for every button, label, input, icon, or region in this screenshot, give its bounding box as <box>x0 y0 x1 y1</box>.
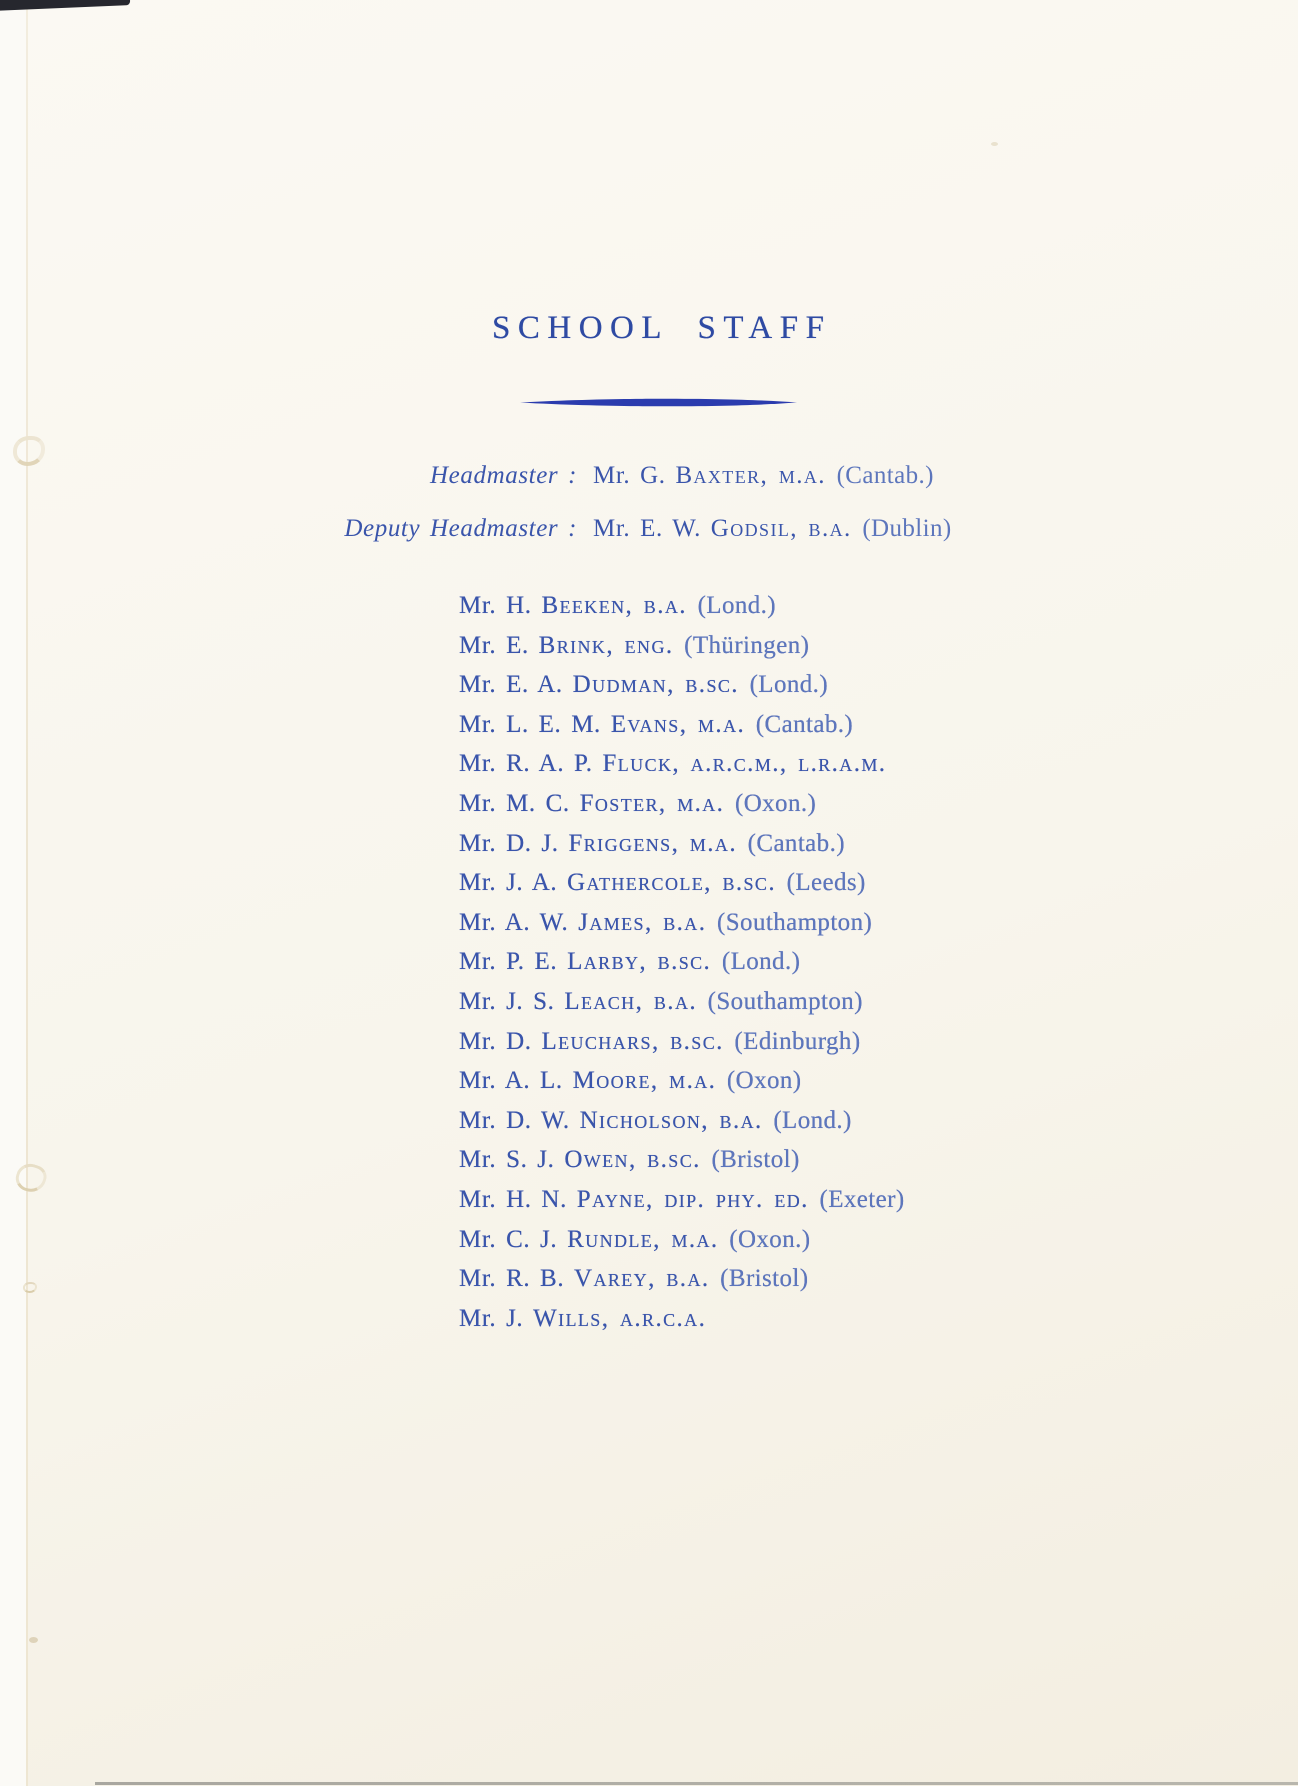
qualifications: , b.sc. <box>704 869 787 897</box>
place: (Southampton) <box>717 908 873 936</box>
name-prefix: Mr. H. <box>459 592 542 619</box>
role-name <box>593 515 952 568</box>
surname: Fluck <box>602 750 673 778</box>
qualifications: , m.a. <box>760 462 837 489</box>
place: (Cantab.) <box>755 710 854 738</box>
place: (Exeter) <box>819 1185 905 1213</box>
place: (Leeds) <box>786 869 866 897</box>
qualifications: , b.a. <box>635 987 708 1015</box>
staff-list <box>459 586 905 1338</box>
name-prefix: Mr. A. L. <box>459 1067 573 1095</box>
staff-entry <box>459 942 905 982</box>
surname: Gathercole <box>567 869 705 897</box>
binding-crease <box>26 0 28 1786</box>
name-prefix: Mr. R. B. <box>459 1265 575 1293</box>
staff-entry <box>459 784 905 824</box>
staff-entry <box>459 1061 905 1101</box>
place: (Southampton) <box>707 987 863 1015</box>
qualifications: , b.a. <box>701 1106 774 1134</box>
name-prefix: Mr. E. <box>459 631 539 659</box>
surname: Rundle <box>567 1225 654 1253</box>
qualifications: , b.a. <box>790 515 863 542</box>
staff-entry <box>459 863 905 903</box>
qualifications: , m.a. <box>671 829 748 857</box>
divider-rule <box>520 398 797 407</box>
qualifications: , b.a. <box>648 1265 721 1293</box>
qualifications: , b.sc. <box>667 671 750 699</box>
qualifications: , a.r.c.a. <box>601 1304 707 1332</box>
surname: Nicholson <box>579 1106 702 1134</box>
place: (Edinburgh) <box>734 1027 861 1055</box>
qualifications: , b.a. <box>644 908 718 936</box>
qualifications: , b.sc. <box>628 1146 712 1174</box>
staff-entry <box>459 1299 905 1339</box>
page-title: SCHOOL STAFF <box>492 310 832 346</box>
surname: Dudman <box>572 671 668 699</box>
name-prefix: Mr. J. <box>459 1304 534 1332</box>
surname: Moore <box>572 1067 651 1095</box>
role-label: Headmaster : <box>430 462 577 489</box>
name-prefix: Mr. P. E. <box>459 948 568 976</box>
name-prefix: Mr. D. <box>459 1027 542 1055</box>
surname: Brink <box>538 631 607 659</box>
name-prefix: Mr. J. A. <box>459 869 568 897</box>
role-name <box>593 462 934 515</box>
surname: Baxter <box>675 462 761 489</box>
name-prefix: Mr. J. S. <box>459 987 565 1015</box>
surname: Foster <box>579 789 659 817</box>
role-line <box>330 462 952 515</box>
qualifications: , b.sc. <box>651 1027 735 1055</box>
place: (Lond.) <box>697 592 777 619</box>
surname: James <box>578 908 645 936</box>
surname: Wills <box>533 1304 602 1332</box>
role-label: Deputy Headmaster : <box>344 515 577 542</box>
name-prefix: Mr. C. J. <box>459 1225 568 1253</box>
place: (Bristol) <box>711 1146 800 1174</box>
name-prefix: Mr. E. W. <box>593 515 711 542</box>
scan-artifact-top-edge <box>0 0 130 11</box>
name-prefix: Mr. A. W. <box>459 908 579 936</box>
staff-entry <box>459 744 905 784</box>
place: (Lond.) <box>721 948 801 976</box>
place: (Dublin) <box>862 515 952 542</box>
surname: Friggens <box>568 829 672 857</box>
place: (Cantab.) <box>747 829 845 857</box>
qualifications: , a.r.c.m., l.r.a.m. <box>672 750 887 778</box>
name-prefix: Mr. S. J. <box>459 1146 565 1174</box>
staff-entry <box>459 626 905 666</box>
place: (Oxon.) <box>734 789 817 817</box>
name-prefix: Mr. R. A. P. <box>459 750 603 778</box>
scan-artifact-binding-knot <box>13 436 45 466</box>
role-line <box>330 515 952 568</box>
place: (Cantab.) <box>836 462 934 489</box>
qualifications: , m.a. <box>653 1225 730 1253</box>
staff-entry <box>459 1022 905 1062</box>
place: (Lond.) <box>749 671 829 699</box>
staff-entry <box>459 824 905 864</box>
surname: Leach <box>564 987 636 1015</box>
qualifications: , b.a. <box>625 592 698 619</box>
staff-entry <box>459 1259 905 1299</box>
staff-entry <box>459 1140 905 1180</box>
name-prefix: Mr. G. <box>593 462 676 489</box>
qualifications: , b.sc. <box>639 948 722 976</box>
place: (Oxon) <box>726 1067 802 1095</box>
name-prefix: Mr. E. A. <box>459 671 573 699</box>
surname: Varey <box>574 1265 649 1293</box>
role-lines <box>330 462 952 568</box>
scan-artifact-speck <box>991 142 998 146</box>
place: (Lond.) <box>773 1106 852 1134</box>
qualifications: , m.a. <box>658 789 735 817</box>
surname: Leuchars <box>541 1027 652 1055</box>
staff-entry <box>459 982 905 1022</box>
qualifications: , eng. <box>606 631 685 659</box>
place: (Bristol) <box>720 1265 809 1293</box>
page-edge-strip <box>0 0 26 1786</box>
surname: Godsil <box>710 515 791 542</box>
place: (Thüringen) <box>684 631 810 659</box>
staff-entry <box>459 665 905 705</box>
surname: Larby <box>567 948 640 976</box>
name-prefix: Mr. H. N. <box>459 1185 577 1213</box>
scan-artifact-bottom-edge <box>95 1782 1298 1785</box>
name-prefix: Mr. M. C. <box>459 789 580 817</box>
place: (Oxon.) <box>729 1225 811 1253</box>
surname: Payne <box>576 1185 647 1213</box>
name-prefix: Mr. D. J. <box>459 829 569 857</box>
staff-entry <box>459 903 905 943</box>
qualifications: , m.a. <box>650 1067 727 1095</box>
scan-artifact-speck <box>29 1637 38 1643</box>
scan-artifact-binding-knot <box>23 1282 37 1293</box>
staff-entry <box>459 1101 905 1141</box>
name-prefix: Mr. D. W. <box>459 1106 580 1134</box>
staff-entry <box>459 705 905 745</box>
qualifications: , dip. phy. ed. <box>646 1185 820 1213</box>
staff-entry <box>459 1180 905 1220</box>
name-prefix: Mr. L. E. M. <box>459 710 611 738</box>
surname: Owen <box>564 1146 629 1174</box>
surname: Beeken <box>541 592 626 619</box>
staff-entry <box>459 586 905 626</box>
qualifications: , m.a. <box>679 710 756 738</box>
surname: Evans <box>610 710 680 738</box>
staff-entry <box>459 1220 905 1260</box>
